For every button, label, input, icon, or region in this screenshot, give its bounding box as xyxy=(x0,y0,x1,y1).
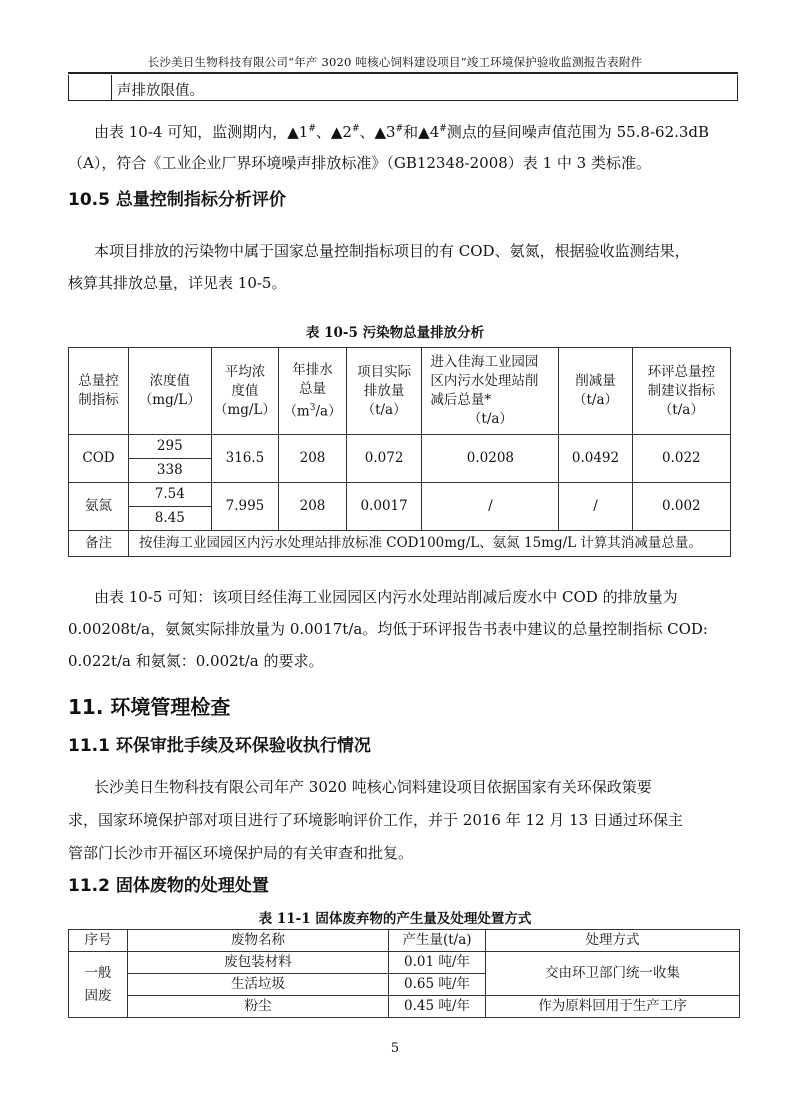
cell-reduce: 0.0492 xyxy=(559,435,632,483)
header-water-volume: 年排水总量 $(m^3/a)$ xyxy=(279,348,346,435)
empty-cell xyxy=(69,75,112,100)
cell-limit: 0.002 xyxy=(632,483,730,531)
table-row xyxy=(69,996,740,1018)
header-limit: 环评总量控制建议指标 （t/a） xyxy=(632,348,730,435)
header-reduction: 削减量 （t/a） xyxy=(559,348,632,435)
section-11-2-title: 11.2 固体废物的处理处置 xyxy=(68,876,269,896)
cell-concentration: 338 xyxy=(128,459,211,483)
table-note-row xyxy=(69,531,731,557)
cell-limit: 0.022 xyxy=(632,435,730,483)
table-row xyxy=(69,952,740,974)
header-waste-name: 废物名称 xyxy=(128,930,389,952)
cell-after: 0.0208 xyxy=(422,435,559,483)
header-divider xyxy=(68,72,738,74)
section-11-1-title: 11.1 环保审批手续及环保验收执行情况 xyxy=(68,736,371,756)
cell-concentration: 295 xyxy=(128,435,211,459)
section-10-5-paragraph-line1: 本项目排放的污染物中属于国家总量控制指标项目的有 COD、氨氮，根据验收监测结果， xyxy=(94,242,690,260)
continued-cell-text: 声排放限值。 xyxy=(117,83,204,99)
cell-waste-name: 生活垃圾 xyxy=(128,974,389,996)
cell-amount: 0.01 吨/年 xyxy=(389,952,486,974)
header-amount: 产生量(t/a) xyxy=(389,930,486,952)
section-11-title: 11. 环境管理检查 xyxy=(68,695,231,719)
header-after-reduction: 进入佳海工业园园区内污水处理站削减后总量* （t/a） xyxy=(422,348,559,435)
cell-amount: 0.45 吨/年 xyxy=(389,996,486,1018)
cell-waste-name: 粉尘 xyxy=(128,996,389,1018)
cell-actual: 0.072 xyxy=(346,435,422,483)
cell-after: / xyxy=(422,483,559,531)
cell-group: 一般 固废 xyxy=(69,952,128,1018)
header-average: 平均浓度值 （mg/L） xyxy=(211,348,279,435)
analysis-paragraph-line2: 0.00208t/a，氨氮实际排放量为 0.0017t/a。均低于环评报告书表中建议的总量控制指标 COD: xyxy=(68,620,708,638)
cell-water: 208 xyxy=(279,483,346,531)
analysis-paragraph-line1: 由表 10-5 可知：该项目经佳海工业园园区内污水处理站削减后废水中 COD 的排放量为 xyxy=(94,588,678,606)
header-indicator: 总量控制指标 xyxy=(69,348,129,435)
table-11-1 xyxy=(68,929,740,1018)
cell-reduce: / xyxy=(559,483,632,531)
header-concentration: 浓度值 （mg/L） xyxy=(128,348,211,435)
analysis-paragraph-line3: 0.022t/a 和氨氮：0.002t/a 的要求。 xyxy=(68,652,324,670)
section-10-5-title: 10.5 总量控制指标分析评价 xyxy=(68,190,286,210)
cell-average: 316.5 xyxy=(211,435,279,483)
table-header-row xyxy=(69,348,731,435)
table-11-1-caption: 表 11-1 固体废弃物的产生量及处理处置方式 xyxy=(258,911,532,927)
cell-name: COD xyxy=(69,435,129,483)
header-actual-emission: 项目实际排放量 （t/a） xyxy=(346,348,422,435)
section-11-1-paragraph-line3: 管部门长沙市开福区环境保护局的有关审查和批复。 xyxy=(68,844,414,862)
table-10-5 xyxy=(68,347,731,557)
table-10-5-caption: 表 10-5 污染物总量排放分析 xyxy=(305,325,485,341)
page-number: 5 xyxy=(390,1041,400,1056)
table-row xyxy=(69,435,731,459)
cell-average: 7.995 xyxy=(211,483,279,531)
page-header: 长沙美日生物科技有限公司“年产 3020 吨核心饲料建设项目”竣工环境保护验收监测报告表附件 xyxy=(147,55,643,69)
section-10-5-paragraph-line2: 核算其排放总量，详见表 10-5。 xyxy=(68,274,287,292)
cell-water: 208 xyxy=(279,435,346,483)
header-method: 处理方式 xyxy=(486,930,740,952)
table-header-row xyxy=(69,930,740,952)
header-index: 序号 xyxy=(69,930,128,952)
cell-amount: 0.65 吨/年 xyxy=(389,974,486,996)
noise-paragraph-line1: 由表 10-4 可知，监测期内，▲1#、▲2#、▲3#和▲4#测点的昼间噪声值范围为 55.8-62.3dB xyxy=(94,123,710,141)
cell-waste-name: 废包装材料 xyxy=(128,952,389,974)
note-label: 备注 xyxy=(69,531,129,557)
cell-name: 氨氮 xyxy=(69,483,129,531)
cell-method: 交由环卫部门统一收集 xyxy=(486,952,740,996)
table-row xyxy=(69,483,731,507)
noise-paragraph-line2: （A），符合《工业企业厂界环境噪声排放标准》（GB12348-2008）表 1 中 3 类标准。 xyxy=(68,154,651,172)
section-11-1-paragraph-line2: 求，国家环境保护部对项目进行了环境影响评价工作，并于 2016 年 12 月 13 日通过环保主 xyxy=(68,811,683,829)
cell-actual: 0.0017 xyxy=(346,483,422,531)
section-11-1-paragraph-line1: 长沙美日生物科技有限公司年产 3020 吨核心饲料建设项目依据国家有关环保政策要 xyxy=(94,778,652,796)
note-text: 按佳海工业园园区内污水处理站排放标准 COD100mg/L、氨氮 15mg/L 计算其消减量总量。 xyxy=(128,531,730,557)
cell-method: 作为原料回用于生产工序 xyxy=(486,996,740,1018)
cell-concentration: 7.54 xyxy=(128,483,211,507)
continued-table-row xyxy=(68,75,738,101)
cell-concentration: 8.45 xyxy=(128,507,211,531)
